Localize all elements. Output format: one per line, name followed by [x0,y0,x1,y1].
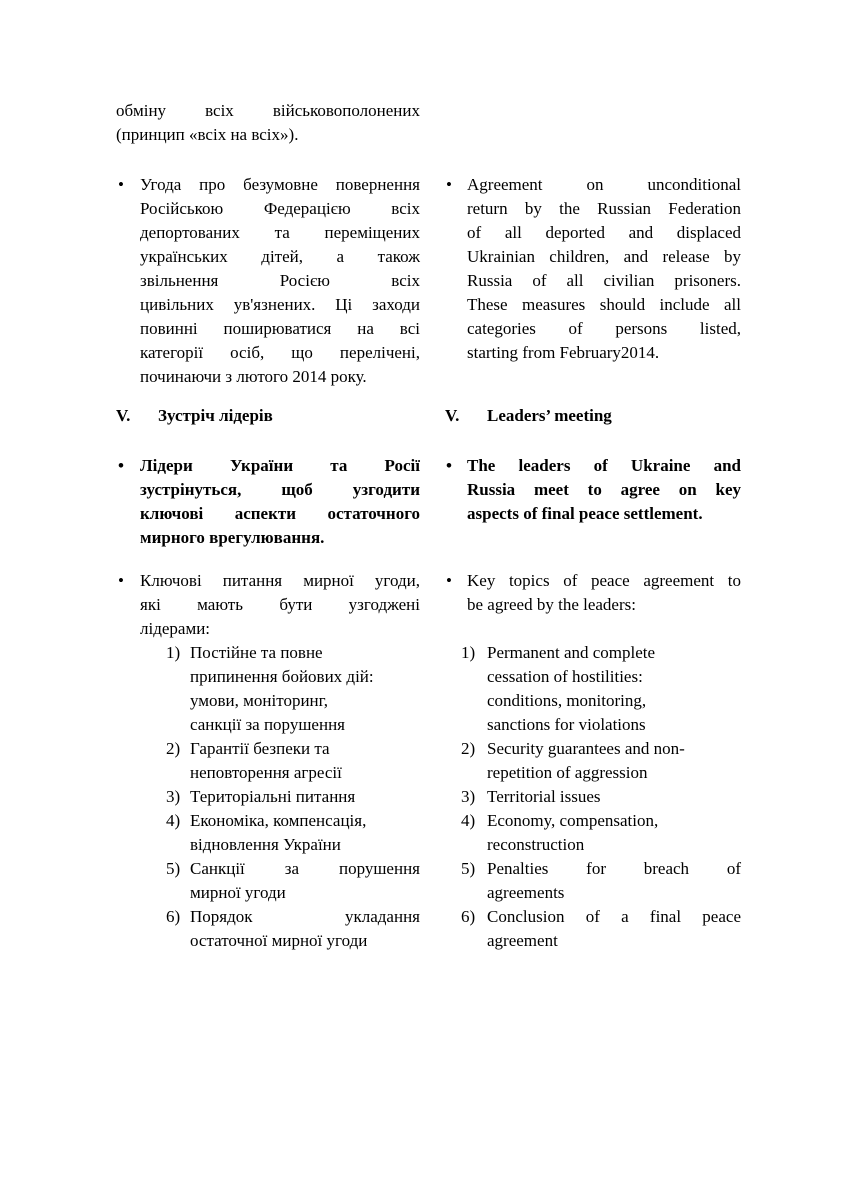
list-item [116,737,420,785]
list-item [445,857,741,905]
bullet-icon: • [446,456,452,475]
text-line: Ключові питання мирної угоди, [140,571,420,590]
text-line: starting from February2014. [467,343,660,362]
text-line: Permanent and complete [487,643,656,662]
text-line: Угода про безумовне повернення [140,175,420,194]
text-line: aspects of final peace settlement. [467,504,703,523]
text-line: які мають бути узгоджені [140,595,420,614]
text-line: депортованих та переміщених [140,223,420,242]
text-line: categories of persons listed, [467,319,741,338]
list-item [445,809,741,857]
text-line: Conclusion of a final peace [487,907,741,926]
text-line: (принцип «всіх на всіх»). [116,125,299,144]
text-line: agreement [487,931,558,950]
text-line: Російською Федерацією всіх [140,199,420,218]
bullet-icon: • [118,456,124,475]
bullet-icon: • [118,571,124,590]
text-line: Лідери України та Росії [140,456,420,475]
text-line: ключові аспекти остаточного [140,504,420,523]
list-item-number: 4) [166,811,181,830]
bullet-paragraph [445,173,741,365]
text-line: українських дітей, а також [140,247,420,266]
text-line: Security guarantees and non- [487,739,685,758]
bullet-icon: • [446,571,452,590]
bullet-paragraph [445,454,741,526]
list-item [116,809,420,857]
text-line: Economy, compensation, [487,811,659,830]
list-item [116,857,420,905]
text-line: зустрінуться, щоб узгодити [140,480,420,499]
list-item-number: 2) [166,739,181,758]
text-line: припинення бойових дій: [190,667,374,686]
list-item-number: 5) [461,859,476,878]
list-item-number: 2) [461,739,476,758]
text-line: Agreement on unconditional [467,175,741,194]
paragraph [116,99,420,147]
section-heading [445,404,741,428]
text-line: Постійне та повне [190,643,323,662]
text-line: мирного врегулювання. [140,528,325,547]
section-number: V. [445,406,460,425]
section-number: V. [116,406,131,425]
bullet-paragraph [116,569,420,641]
list-item [445,641,741,737]
text-line: Економіка, компенсація, [190,811,367,830]
text-line: Порядок укладання [190,907,420,926]
list-item-number: 5) [166,859,181,878]
text-line: мирної угоди [190,883,286,902]
text-line: return by the Russian Federation [467,199,741,218]
bullet-icon: • [118,175,124,194]
list-item [116,905,420,953]
list-item-number: 4) [461,811,476,830]
list-item-number: 6) [461,907,476,926]
list-item-number: 6) [166,907,181,926]
text-line: повинні поширюватися на всі [140,319,420,338]
text-line: be agreed by the leaders: [467,595,636,614]
numbered-list [445,641,741,953]
list-item-number: 1) [166,643,181,662]
list-item [445,905,741,953]
text-line: Санкції за порушення [190,859,420,878]
text-line: Гарантії безпеки та [190,739,330,758]
section-title: Зустріч лідерів [158,406,273,425]
text-line: sanctions for violations [487,715,646,734]
text-line: цивільних ув'язнених. Ці заходи [140,295,420,314]
column-ukrainian [116,99,420,953]
text-line: Key topics of peace agreement to [467,571,741,590]
text-line: остаточної мирної угоди [190,931,368,950]
text-line: Територіальні питання [190,787,356,806]
list-item-number: 3) [461,787,476,806]
list-item [445,737,741,785]
text-line: починаючи з лютого 2014 року. [140,367,367,386]
text-line: відновлення України [190,835,341,854]
list-item [116,641,420,737]
bullet-paragraph [116,173,420,389]
section-title: Leaders’ meeting [487,406,612,425]
text-line: of all deported and displaced [467,223,741,242]
list-item-number: 3) [166,787,181,806]
text-line: звільнення Росією всіх [140,271,420,290]
text-line: Ukrainian children, and release by [467,247,741,266]
text-line: agreements [487,883,565,902]
text-line: санкції за порушення [190,715,345,734]
list-item [116,785,420,809]
text-line: категорії осіб, що перелічені, [140,343,420,362]
text-line: Russia of all civilian prisoners. [467,271,741,290]
text-line: обміну всіх військовополонених [116,101,420,120]
text-line: Russia meet to agree on key [467,480,741,499]
bullet-paragraph [116,454,420,550]
list-item-number: 1) [461,643,476,662]
text-line: conditions, monitoring, [487,691,647,710]
bullet-icon: • [446,175,452,194]
column-english [445,99,741,953]
text-line: лідерами: [140,619,211,638]
text-line: Territorial issues [487,787,601,806]
text-line: cessation of hostilities: [487,667,643,686]
list-item [445,785,741,809]
section-heading [116,404,420,428]
text-line: умови, моніторинг, [190,691,328,710]
text-line: These measures should include all [467,295,741,314]
bullet-paragraph [445,569,741,617]
text-line: Penalties for breach of [487,859,741,878]
numbered-list [116,641,420,953]
text-line: repetition of aggression [487,763,648,782]
text-line: The leaders of Ukraine and [467,456,741,475]
text-line: reconstruction [487,835,585,854]
text-line: неповторення агресії [190,763,342,782]
